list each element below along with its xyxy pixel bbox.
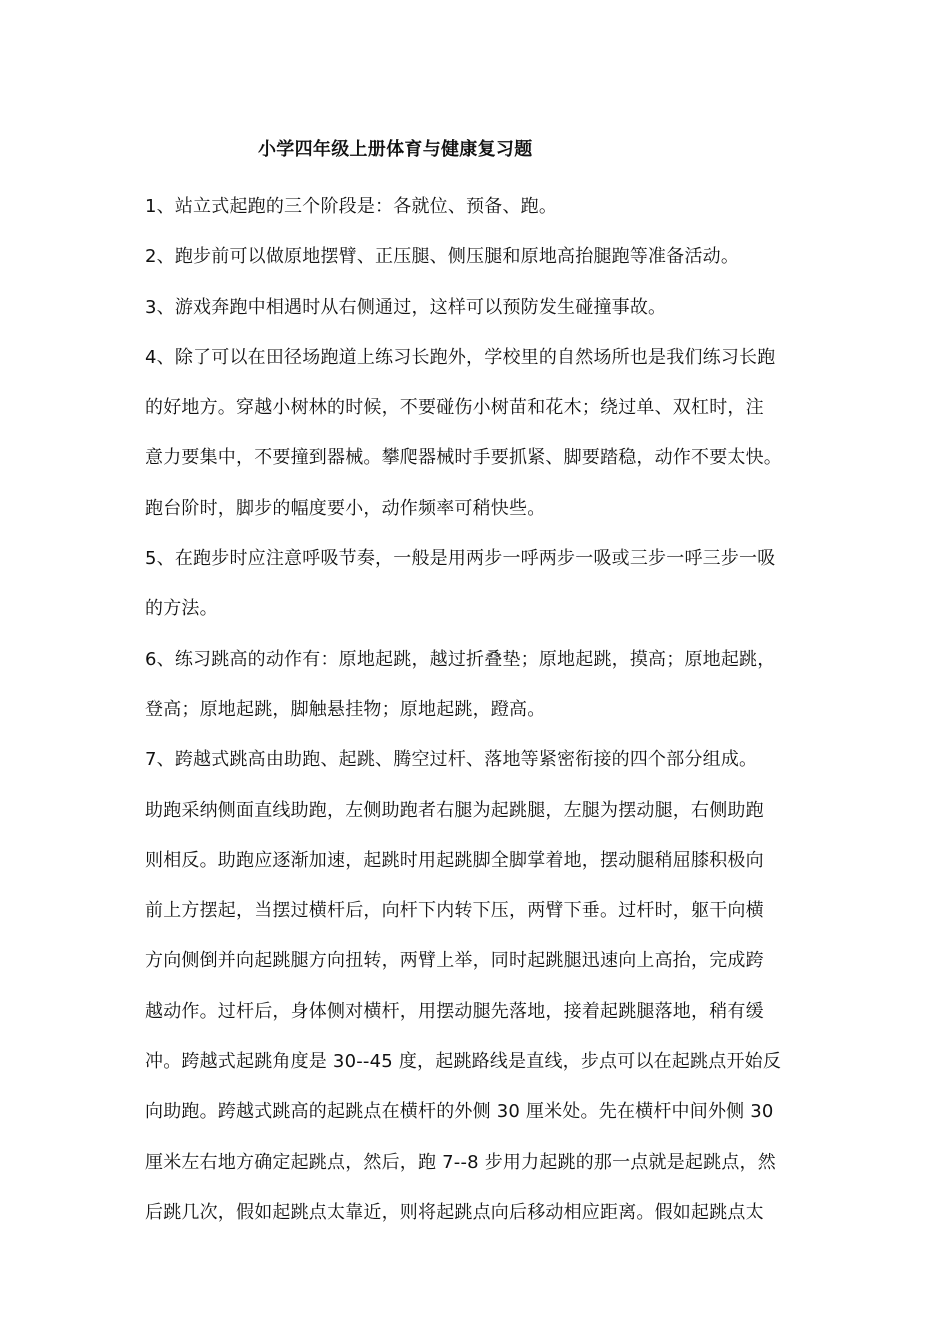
text-line: 的方法。 [145,598,218,620]
document-body [145,182,815,1238]
text-line: 4、除了可以在田径场跑道上练习长跑外，学校里的自然场所也是我们练习长跑 [145,346,776,368]
text-line: 越动作。过杆后，身体侧对横杆，用摆动腿先落地，接着起跳腿落地，稍有缓 [145,1000,764,1022]
text-line: 后跳几次，假如起跳点太靠近，则将起跳点向后移动相应距离。假如起跳点太 [145,1201,764,1223]
text-line: 6、练习跳高的动作有：原地起跳，越过折叠垫；原地起跳，摸高；原地起跳， [145,648,776,670]
text-line: 跑台阶时，脚步的幅度要小，动作频率可稍快些。 [145,497,546,519]
text-line: 方向侧倒并向起跳腿方向扭转，两臂上举，同时起跳腿迅速向上高抬，完成跨 [145,950,764,972]
text-line: 前上方摆起，当摆过横杆后，向杆下内转下压，两臂下垂。过杆时，躯干向横 [145,900,764,922]
text-line: 5、在跑步时应注意呼吸节奏，一般是用两步一呼两步一吸或三步一呼三步一吸 [145,548,776,570]
text-line: 3、游戏奔跑中相遇时从右侧通过，这样可以预防发生碰撞事故。 [145,296,667,318]
text-line: 冲。跨越式起跳角度是 30--45 度，起跳路线是直线，步点可以在起跳点开始反 [145,1051,782,1073]
text-line: 1、站立式起跑的三个阶段是：各就位、预备、跑。 [145,196,558,217]
text-line: 意力要集中，不要撞到器械。攀爬器械时手要抓紧、脚要踏稳，动作不要太快。 [145,447,782,469]
document-title: 小学四年级上册体育与健康复习题 [258,139,533,160]
text-line: 则相反。助跑应逐渐加速，起跳时用起跳脚全脚掌着地，摆动腿稍屈膝积极向 [145,849,764,871]
text-line: 厘米左右地方确定起跳点，然后，跑 7--8 步用力起跳的那一点就是起跳点，然 [145,1151,776,1173]
text-line: 7、跨越式跳高由助跑、起跳、腾空过杆、落地等紧密衔接的四个部分组成。 [145,749,758,771]
text-line: 的好地方。穿越小树林的时候，不要碰伤小树苗和花木；绕过单、双杠时，注 [145,397,764,419]
text-line: 向助跑。跨越式跳高的起跳点在横杆的外侧 30 厘米处。先在横杆中间外侧 30 [145,1101,774,1123]
text-line: 2、跑步前可以做原地摆臂、正压腿、侧压腿和原地高抬腿跑等准备活动。 [145,246,740,268]
text-line: 登高；原地起跳，脚触悬挂物；原地起跳，蹬高。 [145,698,546,720]
text-line: 助跑采纳侧面直线助跑，左侧助跑者右腿为起跳腿，左腿为摆动腿，右侧助跑 [145,799,764,821]
